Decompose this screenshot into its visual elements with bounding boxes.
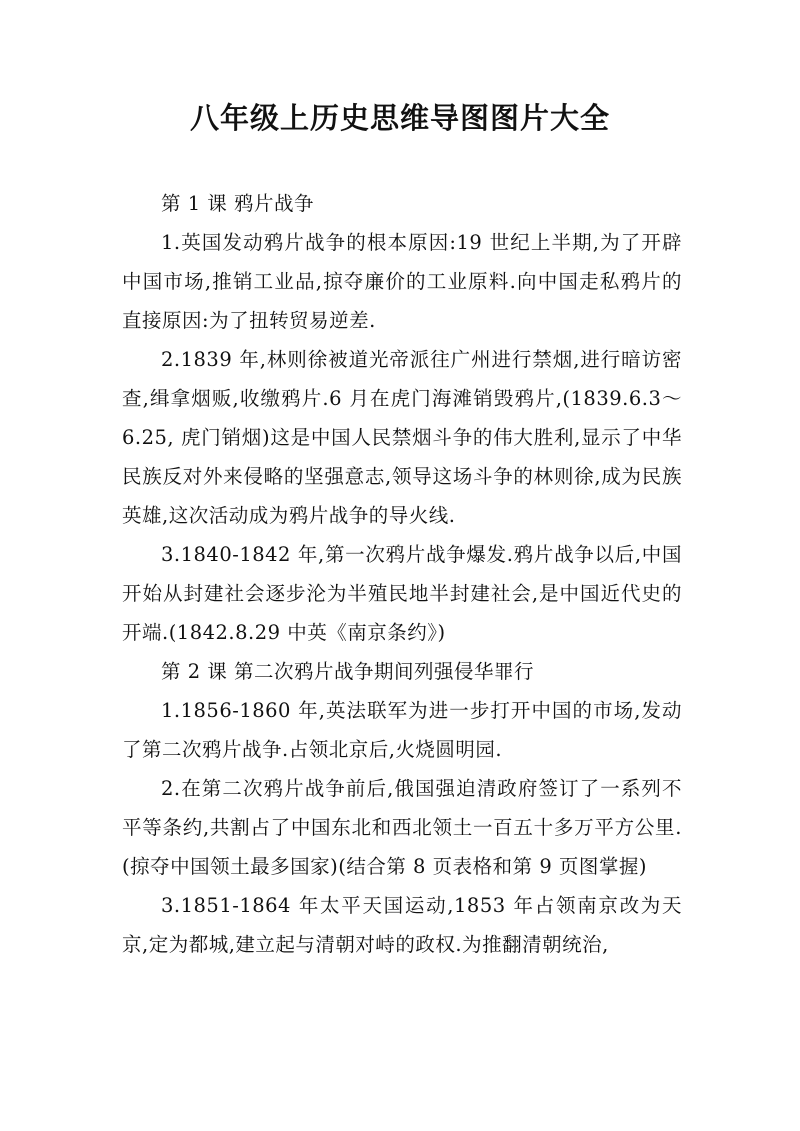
- document-title: 八年级上历史思维导图图片大全: [189, 101, 610, 135]
- paragraph-1-2: 2.1839 年,林则徐被道光帝派往广州进行禁烟,进行暗访密查,缉拿烟贩,收缴鸦片.6 月在虎门海滩销毁鸦片,(1839.6.3～6.25, 虎门销烟)这是中国人民禁烟斗争的伟大胜利,显示了中华民族反对外来侵略的坚强意志,领导这场斗争的林则徐,成为民族英雄,这次活动成为鸦片战争的导火线.: [122, 348, 682, 527]
- paragraph-1-3: 3.1840-1842 年,第一次鸦片战争爆发.鸦片战争以后,中国开始从封建社会逐步沦为半殖民地半封建社会,是中国近代史的开端.(1842.8.29 中英《南京条约》): [122, 543, 682, 644]
- paragraph-2-2: 2.在第二次鸦片战争前后,俄国强迫清政府签订了一系列不平等条约,共割占了中国东北和西北领土一百五十多万平方公里.(掠夺中国领土最多国家)(结合第 8 页表格和第 9 页图掌握): [122, 777, 682, 878]
- paragraph-2-3: 3.1851-1864 年太平天国运动,1853 年占领南京改为天京,定为都城,建立起与清朝对峙的政权.为推翻清朝统治,: [122, 894, 682, 956]
- lesson-1-heading: 第 1 课 鸦片战争: [161, 192, 315, 215]
- document-body: [122, 184, 682, 964]
- lesson-2-heading: 第 2 课 第二次鸦片战争期间列强侵华罪行: [161, 660, 535, 683]
- paragraph-1-1: 1.英国发动鸦片战争的根本原因:19 世纪上半期,为了开辟中国市场,推销工业品,掠夺廉价的工业原料.向中国走私鸦片的直接原因:为了扭转贸易逆差.: [122, 231, 682, 332]
- paragraph-2-1: 1.1856-1860 年,英法联军为进一步打开中国的市场,发动了第二次鸦片战争.占领北京后,火烧圆明园.: [122, 699, 682, 761]
